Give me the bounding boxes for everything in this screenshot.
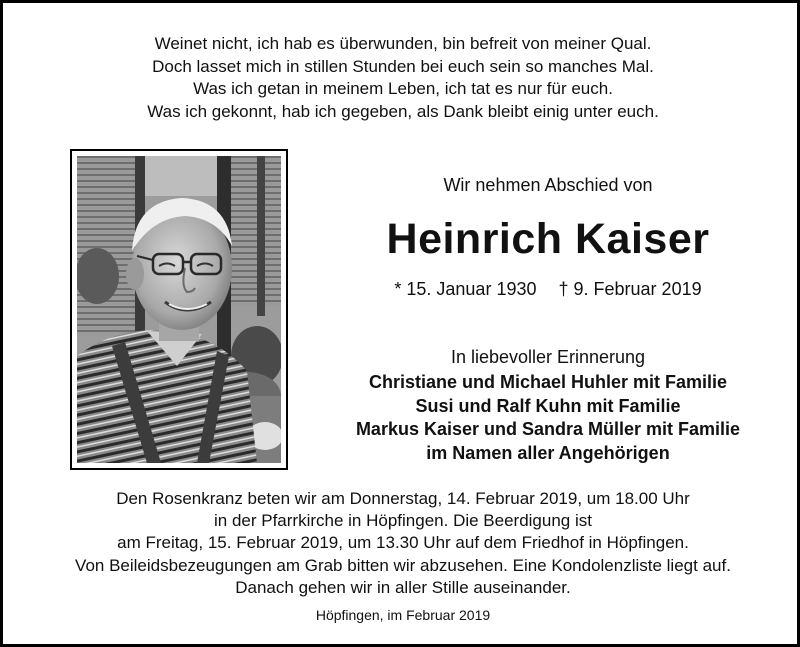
poem-line: Was ich gekonnt, hab ich gegeben, als Dank bleibt einig unter euch. — [147, 101, 659, 121]
poem-line: Weinet nicht, ich hab es überwunden, bin befreit von meiner Qual. — [154, 34, 652, 53]
mourner-line: Christiane und Michael Huhler mit Familie — [368, 372, 728, 392]
poem — [43, 33, 763, 123]
mourner-line: im Namen aller Angehörigen — [426, 442, 670, 463]
deceased-name: Heinrich Kaiser — [386, 215, 710, 263]
remembrance-intro: In liebevoller Erinnerung — [450, 347, 646, 367]
place-and-date: Höpfingen, im Februar 2019 — [315, 607, 491, 623]
mourner-line: Susi und Ralf Kuhn mit Familie — [415, 395, 681, 416]
portrait-photo-frame — [70, 149, 288, 470]
service-line: Danach gehen wir in aller Stille auseinander. — [235, 577, 571, 597]
death-date: † 9. Februar 2019 — [558, 279, 702, 299]
service-line: Den Rosenkranz beten wir am Donnerstag, 14. Februar 2019, um 18.00 Uhr — [116, 489, 690, 508]
service-details — [23, 488, 783, 599]
mourners-list — [303, 371, 793, 465]
portrait-photo — [77, 156, 281, 463]
farewell-heading: Wir nehmen Abschied von — [443, 175, 653, 195]
poem-line: Doch lasset mich in stillen Stunden bei euch sein so manches Mal. — [152, 56, 654, 76]
service-line: in der Pfarrkirche in Höpfingen. Die Beerdigung ist — [214, 511, 592, 531]
life-dates — [333, 279, 763, 300]
birth-date: * 15. Januar 1930 — [394, 279, 537, 299]
service-line: Von Beileidsbezeugungen am Grab bitten wir abzusehen. Eine Kondolenzliste liegt auf. — [75, 555, 731, 575]
poem-line: Was ich getan in meinem Leben, ich tat es nur für euch. — [193, 79, 613, 98]
mourner-line: Markus Kaiser und Sandra Müller mit Familie — [355, 419, 741, 439]
service-line: am Freitag, 15. Februar 2019, um 13.30 Uhr auf dem Friedhof in Höpfingen. — [117, 533, 689, 553]
